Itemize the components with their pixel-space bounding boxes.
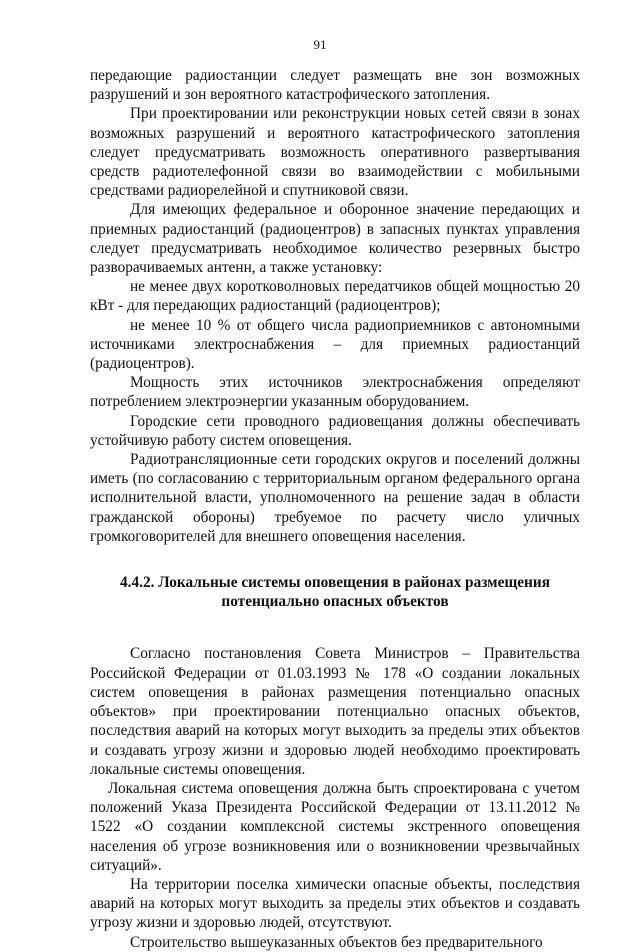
paragraph: Локальная система оповещения должна быть спроектирована с учетом положений Указа Президента Российской Федерации от 13.11.2012 № 1522 «О создании комплексной системы экстренного оповещения населения об угрозе возникновения или о возникновении чрезвычайных ситуаций». (90, 779, 580, 874)
paragraph: Радиотрансляционные сети городских округов и поселений должны иметь (по согласованию с территориальным органом федерального органа исполнительной власти, уполномоченного на решение задач в области гражданской обороны) требуемое по расчету число уличных громкоговорителей для внешнего оповещения населения. (90, 451, 580, 545)
paragraph: Строительство вышеуказанных объектов без предварительного (130, 933, 543, 951)
page-number: 91 (313, 37, 327, 52)
paragraph: передающие радиостанции следует размещать вне зон возможных разрушений и зон вероятного катастрофического затопления. (90, 67, 580, 104)
paragraph: На территории поселка химически опасные объекты, последствия аварий на которых могут выходить за пределы этих объектов и создавать угрозу жизни и здоровью людей, отсутствуют. (90, 875, 580, 932)
paragraph: Для имеющих федеральное и оборонное значение передающих и приемных радиостанций (радиоцентров) в запасных пунктах управления следует предусматривать необходимое количество резервных быстро разворачиваемых антенн, а также установку: (90, 201, 580, 277)
list-item-paragraph: не менее 10 % от общего числа радиоприемников с автономными источниками электроснабжения – для приемных радиостанций (радиоцентров). (90, 316, 580, 373)
section-heading-line: потенциально опасных объектов (221, 593, 449, 611)
list-item-paragraph: не менее двух коротковолновых передатчиков общей мощностью 20 кВт - для передающих радиостанций (радиоцентров); (90, 278, 580, 315)
document-body (90, 66, 580, 952)
paragraph: Мощность этих источников электроснабжения определяют потреблением электроэнергии указанным оборудованием. (90, 374, 580, 411)
section-heading (90, 573, 580, 611)
section-heading-line: 4.4.2. Локальные системы оповещения в районах размещения (120, 574, 550, 592)
paragraph: Согласно постановления Совета Министров – Правительства Российской Федерации от 01.03.1993 № 178 «О создании локальных систем оповещения в районах размещения потенциально опасных объектов» при проектировании потенциально опасных объектов, последствия аварий на которых могут выходить за пределы этих объектов и создавать угрозу жизни и здоровью людей необходимо проектировать локальные системы оповещения. (90, 645, 580, 778)
paragraph: При проектировании или реконструкции новых сетей связи в зонах возможных разрушений и вероятного катастрофического затопления следует предусматривать возможность оперативного развертывания средств радиотелефонной связи во взаимодействии с мобильными средствами радиорелейной и спутниковой связи. (90, 105, 580, 200)
paragraph: Городские сети проводного радиовещания должны обеспечивать устойчивую работу систем оповещения. (90, 412, 580, 449)
